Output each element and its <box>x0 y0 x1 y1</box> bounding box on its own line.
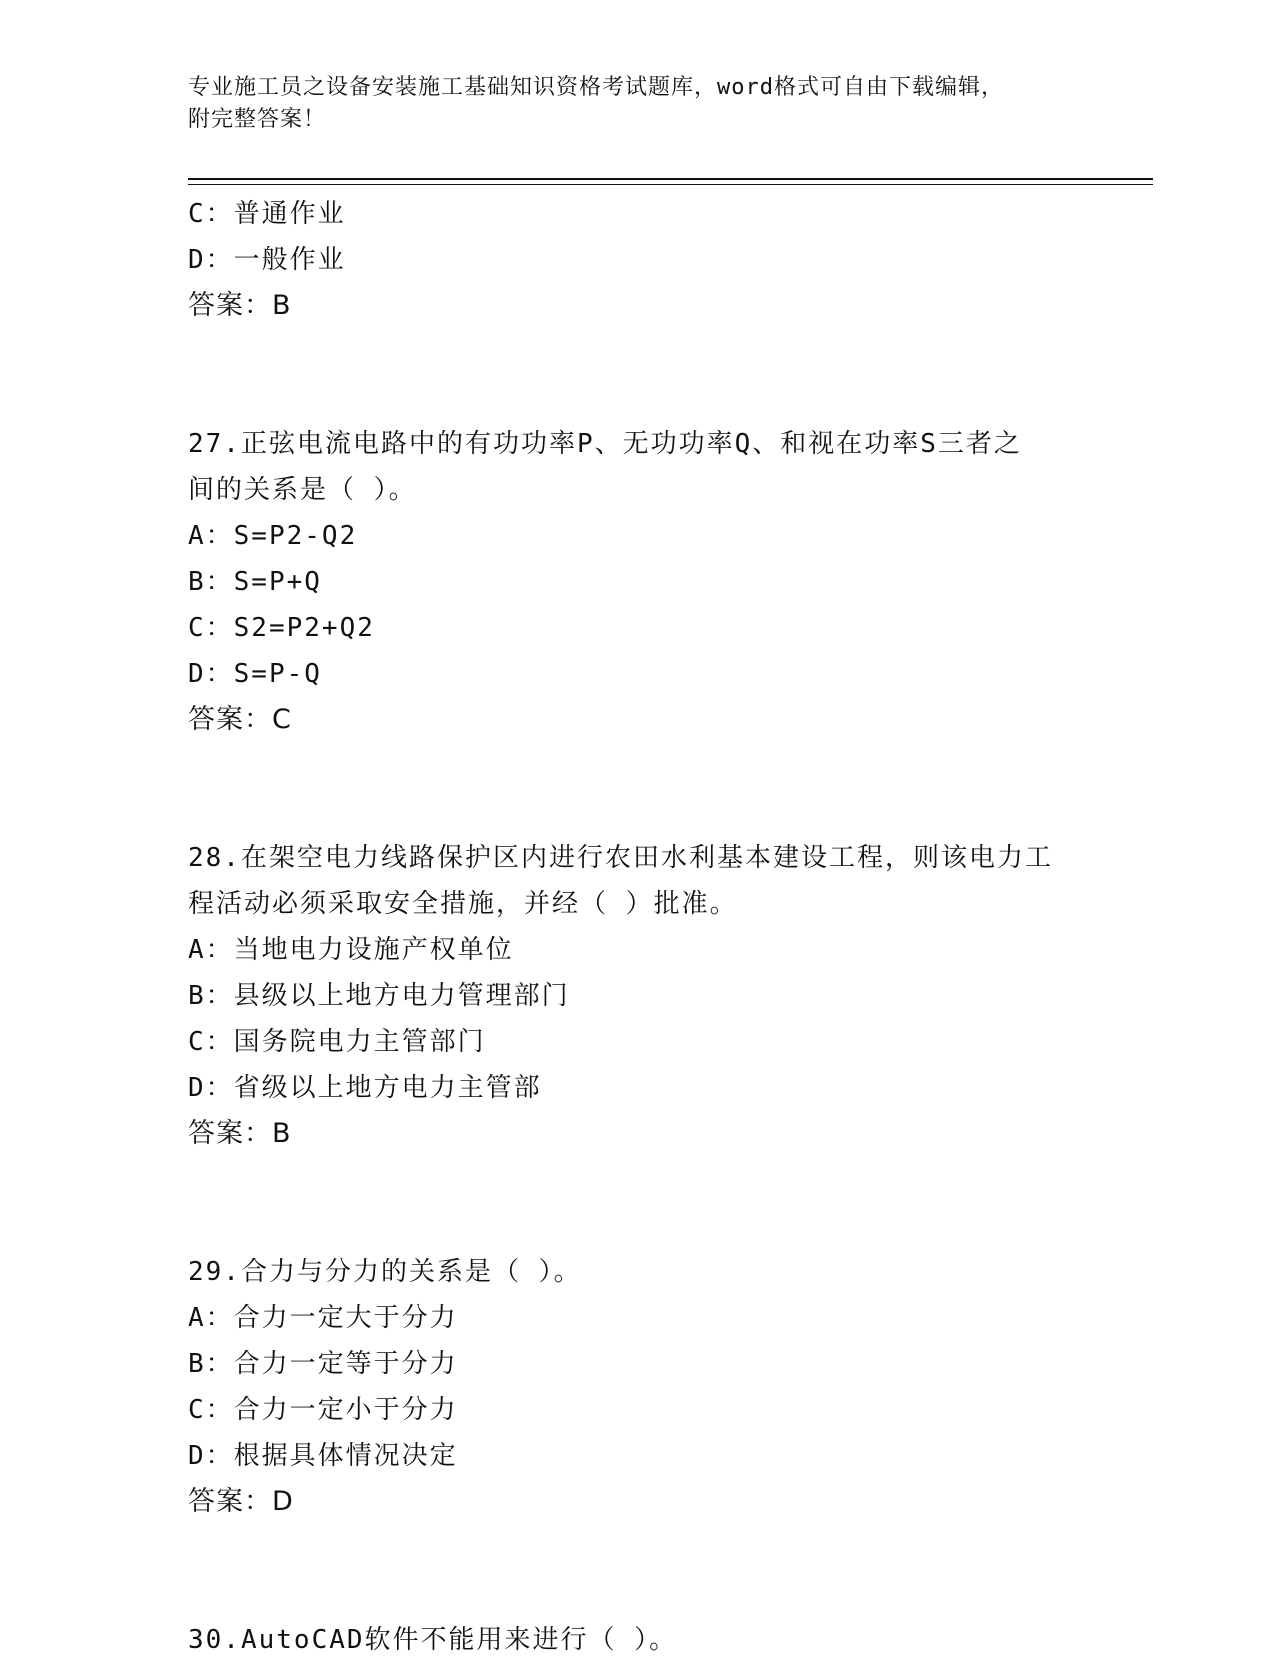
spacer <box>188 1157 1088 1249</box>
option-b: B：S=P+Q <box>188 567 322 597</box>
header-line-2: 附完整答案！ <box>188 107 327 132</box>
option-d: D：S=P-Q <box>188 659 322 689</box>
option-c: C：合力一定小于分力 <box>188 1395 458 1425</box>
option-c: C：S2=P2+Q2 <box>188 613 375 643</box>
question-text-line-1: 30.AutoCAD软件不能用来进行（ ）。 <box>188 1625 678 1655</box>
option-d: D：一般作业 <box>188 245 346 275</box>
spacer <box>188 743 1088 835</box>
question-30 <box>188 1617 1088 1663</box>
spacer <box>188 1525 1088 1617</box>
header-divider-thin <box>188 184 1153 185</box>
answer-line: 答案：B <box>188 1118 292 1149</box>
question-29 <box>188 1249 1088 1525</box>
question-28 <box>188 835 1088 1157</box>
question-text-line-2: 间的关系是（ ）。 <box>188 475 417 505</box>
question-text-line-1: 27.正弦电流电路中的有功功率P、无功功率Q、和视在功率S三者之 <box>188 429 1022 459</box>
option-d: D：根据具体情况决定 <box>188 1441 458 1471</box>
option-b: B：县级以上地方电力管理部门 <box>188 981 570 1011</box>
question-27 <box>188 421 1088 743</box>
option-c: C：国务院电力主管部门 <box>188 1027 486 1057</box>
option-a: A：当地电力设施产权单位 <box>188 935 514 965</box>
question-text-line-2: 程活动必须采取安全措施，并经（ ）批准。 <box>188 889 738 919</box>
option-a: A：合力一定大于分力 <box>188 1303 458 1333</box>
option-c: C：普通作业 <box>188 199 346 229</box>
option-a: A：S=P2-Q2 <box>188 521 358 551</box>
answer-line: 答案：D <box>188 1486 294 1517</box>
question-text-line-1: 28.在架空电力线路保护区内进行农田水利基本建设工程，则该电力工 <box>188 843 1053 873</box>
header-divider-thick <box>188 178 1153 180</box>
question-text-line-1: 29.合力与分力的关系是（ ）。 <box>188 1257 582 1287</box>
question-content <box>188 191 1088 1663</box>
option-b: B：合力一定等于分力 <box>188 1349 458 1379</box>
option-d: D：省级以上地方电力主管部 <box>188 1073 542 1103</box>
question-26-fragment <box>188 191 1088 329</box>
header-line-1: 专业施工员之设备安装施工基础知识资格考试题库，word格式可自由下载编辑， <box>188 75 1004 100</box>
page-header <box>188 72 1088 136</box>
spacer <box>188 329 1088 421</box>
answer-line: 答案：C <box>188 704 292 735</box>
answer-line: 答案：B <box>188 290 292 321</box>
